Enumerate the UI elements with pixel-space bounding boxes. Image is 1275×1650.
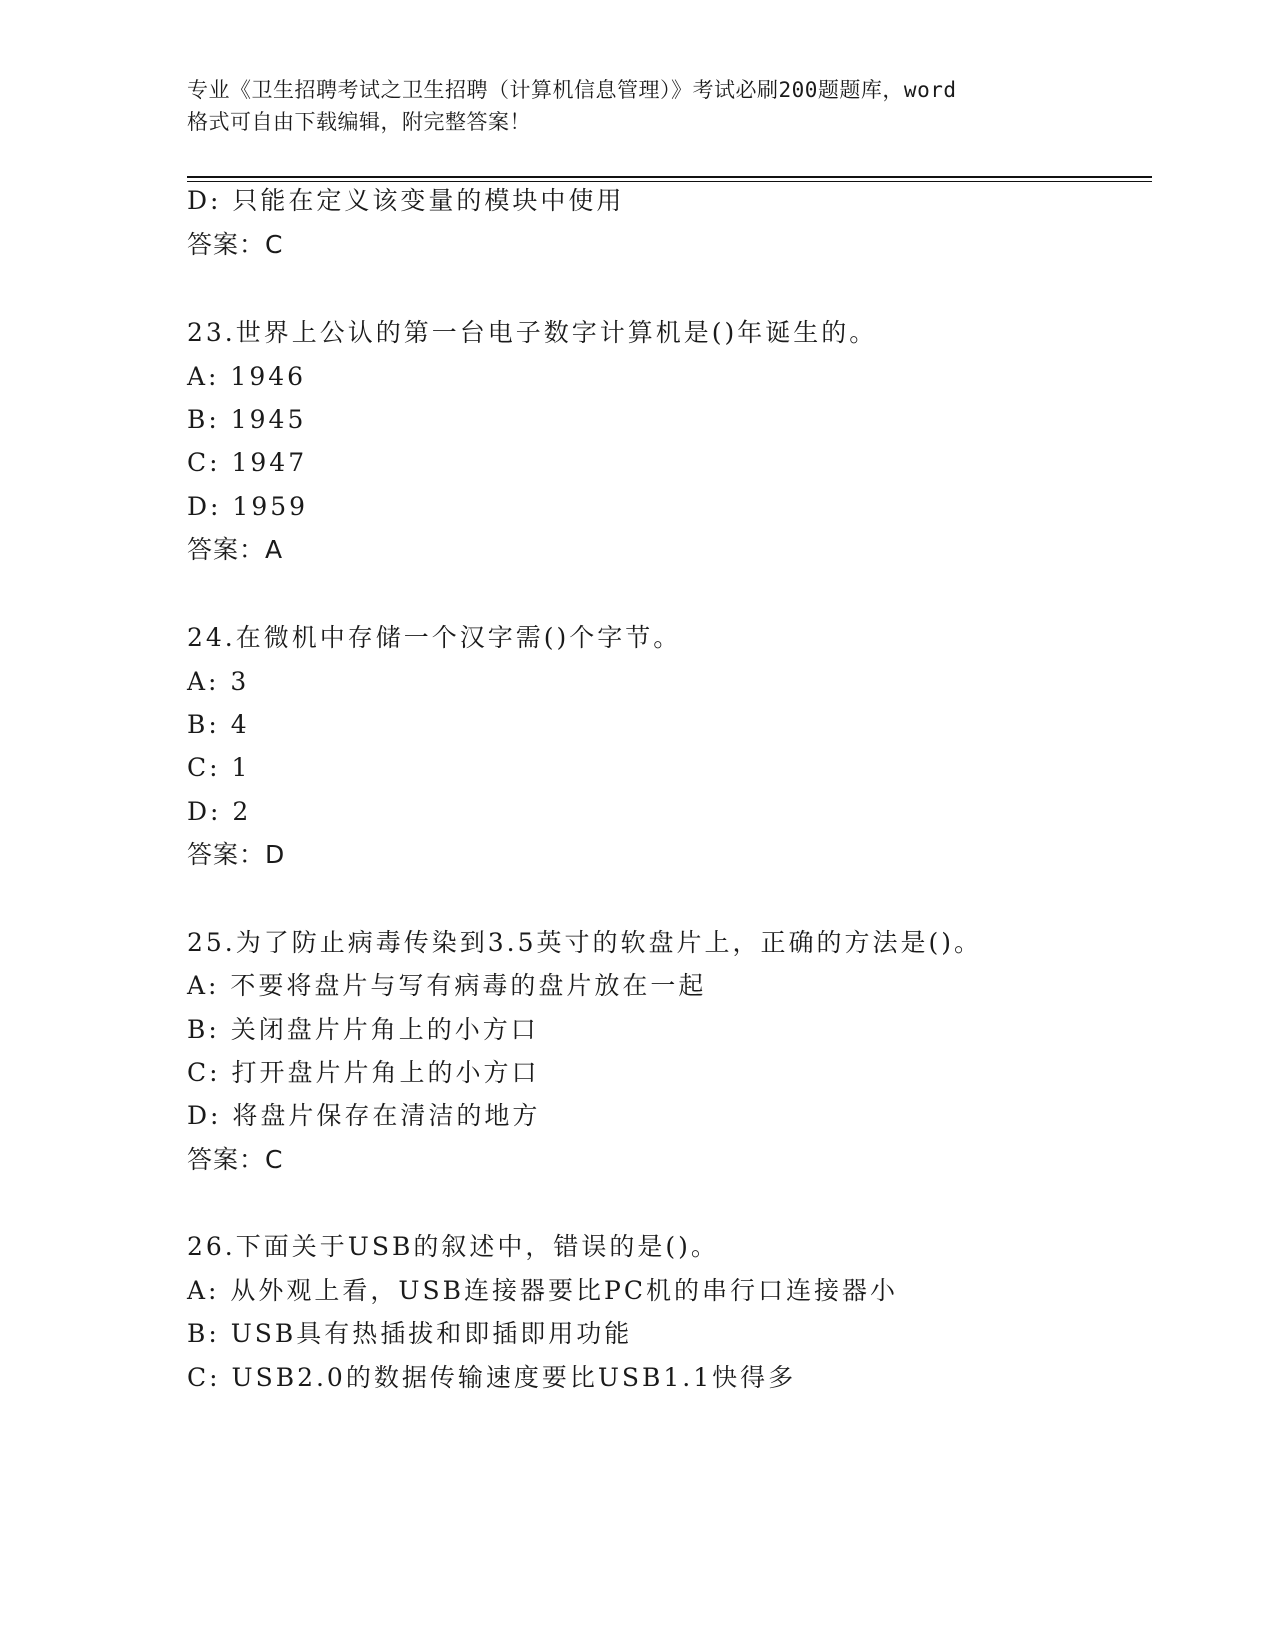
q24-answer: 答案：D xyxy=(187,840,286,869)
header-line-2: 格式可自由下载编辑，附完整答案！ xyxy=(187,110,531,134)
header-divider-thin xyxy=(187,181,1152,182)
q26-option-c: C: USB2.0的数据传输速度要比USB1.1快得多 xyxy=(187,1363,797,1392)
q25-option-d: D: 将盘片保存在清洁的地方 xyxy=(187,1101,541,1130)
q25-question: 25.为了防止病毒传染到3.5英寸的软盘片上，正确的方法是()。 xyxy=(187,928,983,957)
q23-option-d: D: 1959 xyxy=(187,492,309,521)
q22-option-d: D: 只能在定义该变量的模块中使用 xyxy=(187,186,625,215)
q24-option-b: B: 4 xyxy=(187,710,250,739)
q23-answer: 答案：A xyxy=(187,535,284,564)
q23-question: 23.世界上公认的第一台电子数字计算机是()年诞生的。 xyxy=(187,318,878,347)
q25-option-b: B: 关闭盘片片角上的小方口 xyxy=(187,1015,539,1044)
q26-option-a: A: 从外观上看，USB连接器要比PC机的串行口连接器小 xyxy=(187,1276,898,1305)
q25-option-a: A: 不要将盘片与写有病毒的盘片放在一起 xyxy=(187,971,707,1000)
q25-answer: 答案：C xyxy=(187,1145,284,1174)
q24-option-c: C: 1 xyxy=(187,753,251,782)
q23-option-c: C: 1947 xyxy=(187,448,308,477)
header-divider-thick xyxy=(187,176,1152,178)
q24-option-d: D: 2 xyxy=(187,797,252,826)
q24-question: 24.在微机中存储一个汉字需()个字节。 xyxy=(187,623,682,652)
q23-option-b: B: 1945 xyxy=(187,405,307,434)
q22-answer: 答案：C xyxy=(187,230,284,259)
q23-option-a: A: 1946 xyxy=(187,362,307,391)
q26-option-b: B: USB具有热插拔和即插即用功能 xyxy=(187,1319,633,1348)
q24-option-a: A: 3 xyxy=(187,667,250,696)
document-header xyxy=(187,74,1087,138)
header-line-1: 专业《卫生招聘考试之卫生招聘（计算机信息管理）》考试必刷200题题库，word xyxy=(187,78,957,102)
q25-option-c: C: 打开盘片片角上的小方口 xyxy=(187,1058,540,1087)
q26-question: 26.下面关于USB的叙述中，错误的是()。 xyxy=(187,1232,719,1261)
